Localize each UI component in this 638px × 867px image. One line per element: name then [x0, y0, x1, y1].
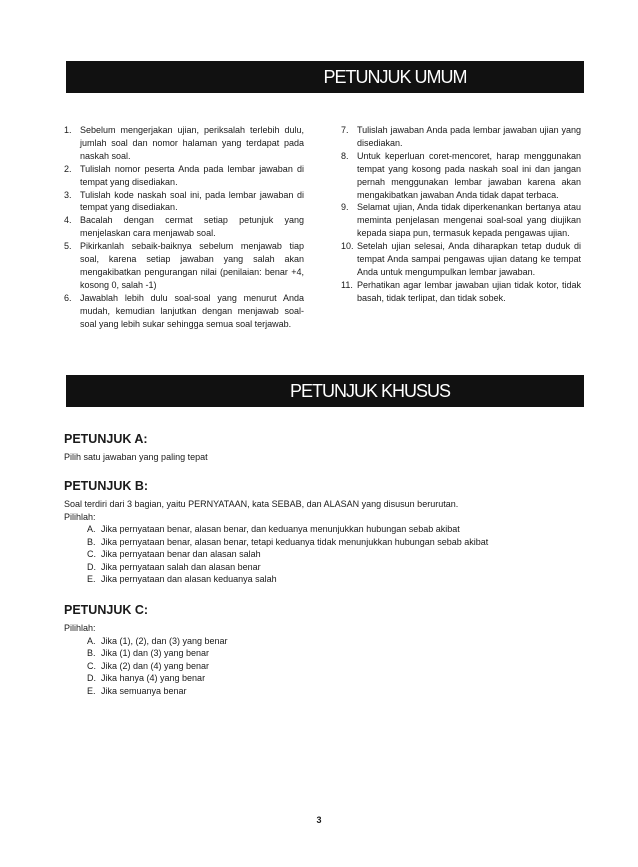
item-number: 6.: [64, 292, 72, 303]
general-instructions-header: [66, 61, 584, 93]
option-item: [64, 635, 584, 648]
list-item: [64, 240, 304, 292]
item-number: 4.: [64, 215, 72, 226]
item-text: Perhatikan agar lembar jawaban ujian tidak kotor, tidak basah, tidak terlipat, dan tidak sobek.: [357, 279, 581, 303]
list-item: [64, 124, 304, 163]
specific-instructions-title: PETUNJUK KHUSUS: [289, 380, 451, 401]
option-letter: E.: [87, 574, 96, 584]
option-text: Jika semuanya benar: [101, 685, 187, 696]
option-letter: D.: [87, 673, 96, 683]
option-text: Jika (1), (2), dan (3) yang benar: [101, 635, 228, 646]
option-item: [64, 523, 584, 536]
option-text: Jika (2) dan (4) yang benar: [101, 660, 210, 671]
option-text: Jika pernyataan benar dan alasan salah: [101, 549, 261, 559]
option-text: Jika pernyataan salah dan alasan benar: [101, 561, 261, 572]
option-letter: A.: [87, 524, 96, 534]
option-item: [64, 573, 584, 586]
list-item: [64, 189, 304, 215]
option-item: [64, 548, 584, 561]
list-item: [341, 279, 581, 305]
option-letter: D.: [87, 561, 96, 572]
option-letter: E.: [87, 685, 96, 696]
item-number: 9.: [341, 202, 349, 213]
list-item: [64, 163, 304, 189]
item-number: 1.: [64, 125, 72, 135]
item-text: Setelah ujian selesai, Anda diharapkan tetap duduk di tempat Anda sampai pengawas ujian datang ke tempat Anda untuk mengumpulkan lembar jawaban.: [357, 241, 581, 277]
item-text: Selamat ujian, Anda tidak diperkenankan bertanya atau meminta penjelasan mengenai soal-soal yang diujikan kepada siapa pun, termasuk kepada pengawas ujian.: [357, 202, 581, 239]
instruction-c-choose-label: Pilihlah:: [64, 623, 96, 633]
instruction-a-text: Pilih satu jawaban yang paling tepat: [64, 452, 208, 462]
option-text: Jika pernyataan benar, alasan benar, tetapi keduanya tidak menunjukkan hubungan sebab akibat: [101, 536, 489, 547]
general-instructions-list-left: [64, 124, 304, 331]
list-item: [341, 124, 581, 150]
list-item: [341, 240, 581, 279]
item-number: 5.: [64, 241, 72, 252]
instruction-a-title: PETUNJUK A:: [64, 432, 148, 446]
page-number: 3: [316, 815, 322, 825]
instruction-b-options: [64, 523, 584, 586]
instruction-c-section: [64, 603, 584, 697]
general-instructions-list-right: [341, 124, 581, 305]
instruction-b-section: [64, 479, 584, 586]
instruction-b-title: PETUNJUK B:: [64, 479, 149, 493]
item-number: 10.: [341, 241, 354, 252]
item-text: Sebelum mengerjakan ujian, periksalah terlebih dulu, jumlah soal dan nomor halaman yang terdapat pada naskah soal.: [80, 125, 304, 161]
option-letter: B.: [87, 536, 96, 547]
list-item: [341, 201, 581, 240]
option-item: [64, 647, 584, 660]
option-item: [64, 561, 584, 574]
list-item: [64, 214, 304, 240]
specific-instructions-header: [66, 375, 584, 407]
instruction-b-choose-label: Pilihlah:: [64, 511, 96, 522]
option-letter: A.: [87, 635, 96, 646]
item-number: 2.: [64, 163, 72, 174]
list-item: [64, 292, 304, 331]
item-number: 7.: [341, 125, 349, 135]
option-item: [64, 685, 584, 698]
option-item: [64, 660, 584, 673]
item-text: Tulislah kode naskah soal ini, pada lembar jawaban di tempat yang disediakan.: [80, 189, 304, 213]
option-item: [64, 672, 584, 685]
item-text: Tulislah jawaban Anda pada lembar jawaban ujian yang disediakan.: [357, 125, 581, 148]
general-instructions-title: PETUNJUK UMUM: [323, 66, 467, 87]
instruction-a-section: [64, 432, 584, 464]
item-text: Untuk keperluan coret-mencoret, harap menggunakan tempat yang kosong pada naskah soal ini dan jangan pernah menggunakan lembar jawaban karena akan mengakibatkan jawaban Anda tidak dapat terbaca.: [357, 150, 581, 200]
option-item: [64, 536, 584, 549]
option-letter: C.: [87, 660, 96, 671]
instruction-b-text: Soal terdiri dari 3 bagian, yaitu PERNYATAAN, kata SEBAB, dan ALASAN yang disusun berurutan.: [64, 499, 459, 509]
item-text: Pikirkanlah sebaik-baiknya sebelum menjawab tiap soal, karena setiap jawaban yang salah akan mengakibatkan pengurangan nilai (penilaian: benar +4, kosong 0, salah -1): [80, 241, 304, 290]
item-text: Tulislah nomor peserta Anda pada lembar jawaban di tempat yang disediakan.: [80, 163, 304, 187]
general-instructions-left-column: [64, 124, 304, 331]
option-text: Jika pernyataan benar, alasan benar, dan keduanya menunjukkan hubungan sebab akibat: [101, 524, 460, 534]
item-number: 3.: [64, 189, 72, 200]
instruction-c-options: [64, 635, 584, 698]
option-letter: B.: [87, 648, 96, 658]
option-text: Jika (1) dan (3) yang benar: [101, 648, 210, 658]
item-number: 11.: [341, 279, 353, 290]
option-text: Jika pernyataan dan alasan keduanya salah: [101, 574, 277, 584]
instruction-c-title: PETUNJUK C:: [64, 603, 149, 617]
option-text: Jika hanya (4) yang benar: [101, 673, 206, 683]
list-item: [341, 150, 581, 202]
option-letter: C.: [87, 549, 96, 559]
item-text: Jawablah lebih dulu soal-soal yang menurut Anda mudah, kemudian lanjutkan dengan menjawab soal-soal yang lebih sukar sehingga semua soal terjawab.: [80, 292, 304, 329]
item-text: Bacalah dengan cermat setiap petunjuk yang menjelaskan cara menjawab soal.: [80, 215, 304, 239]
item-number: 8.: [341, 150, 349, 161]
general-instructions-right-column: [341, 124, 581, 305]
